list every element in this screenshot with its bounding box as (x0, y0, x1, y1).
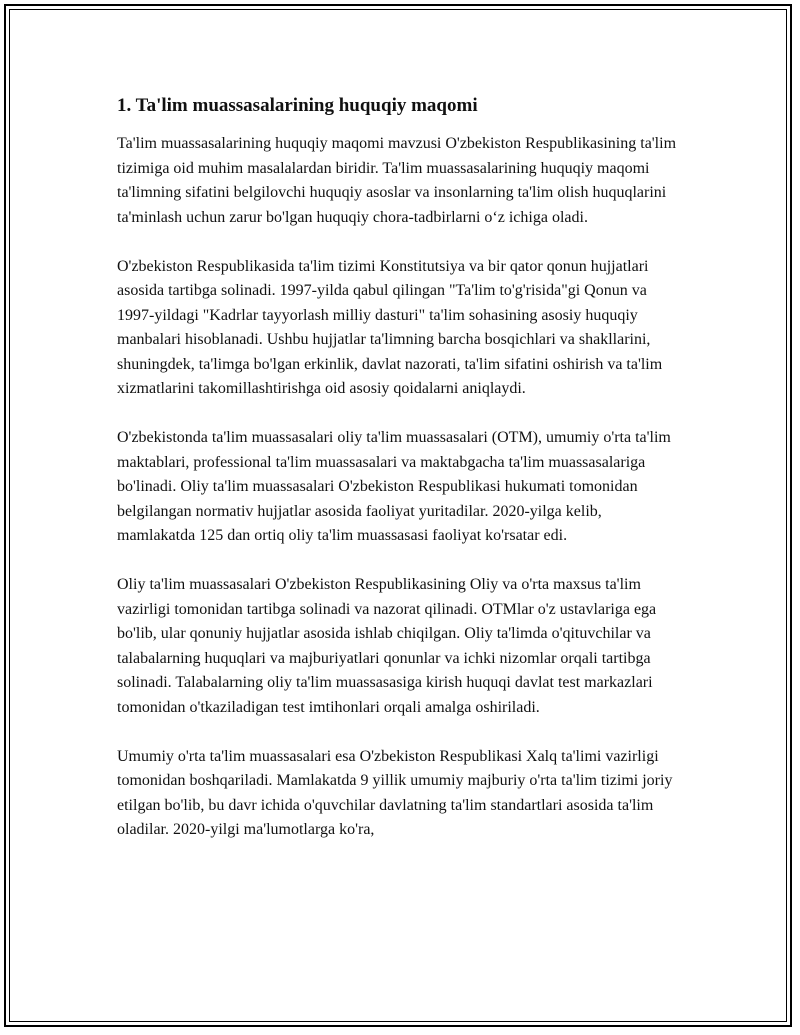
paragraph-2: O'zbekiston Respublikasida ta'lim tizimi Konstitutsiya va bir qator qonun hujjatlari asosida tartibga solinadi. 1997-yilda qabul qilingan "Ta'lim to'g'risida"gi Qonun va 1997-yildagi "Kadrlar tayyorlash milliy dasturi" ta'lim sohasining asosiy huquqiy manbalari hisoblanadi. Ushbu hujjatlar ta'limning barcha bosqichlari va shakllarini, shuningdek, ta'limga bo'lgan erkinlik, davlat nazorati, ta'lim sifatini oshirish va ta'lim xizmatlarini takomillashtirishga oid asosiy qoidalarni aniqlaydi. (117, 257, 663, 397)
paragraph-1: Ta'lim muassasalarining huquqiy maqomi mavzusi O'zbekiston Respublikasining ta'lim tizimiga oid muhim masalalardan biridir. Ta'lim muassasalarining huquqiy maqomi ta'limning sifatini belgilovchi huquqiy asoslar va insonlarning ta'lim olish huquqlarini ta'minlash uchun zarur bo'lgan huquqiy chora-tadbirlarni o‘z ichiga oladi. (117, 135, 677, 226)
section-heading: 1. Ta'lim muassasalarining huquqiy maqomi (117, 95, 478, 116)
paragraph-5: Umumiy o'rta ta'lim muassasalari esa O'zbekiston Respublikasi Xalq ta'limi vazirligi tomonidan boshqariladi. Mamlakatda 9 yillik umumiy majburiy o'rta ta'lim tizimi joriy etilgan bo'lib, bu davr ichida o'quvchilar davlatning ta'lim standartlari asosida ta'lim oladilar. 2020-yilgi ma'lumotlarga ko'ra, (117, 747, 673, 838)
document-body (117, 94, 677, 867)
paragraph-4: Oliy ta'lim muassasalari O'zbekiston Respublikasining Oliy va o'rta maxsus ta'lim vazirligi tomonidan tartibga solinadi va nazorat qilinadi. OTMlar o'z ustavlariga ega bo'lib, ular qonuniy hujjatlar asosida ishlab chiqilgan. Oliy ta'limda o'qituvchilar va talabalarning huquqlari va majburiyatlari qonunlar va ichki nizomlar orqali tartibga solinadi. Talabalarning oliy ta'lim muassasasiga kirish huquqi davlat test markazlari tomonidan o'tkaziladigan test imtihonlari orqali amalga oshiriladi. (117, 576, 657, 716)
paragraph-3: O'zbekistonda ta'lim muassasalari oliy ta'lim muassasalari (OTM), umumiy o'rta ta'lim maktablari, professional ta'lim muassasalari va maktabgacha ta'lim muassasalariga bo'linadi. Oliy ta'lim muassasalari O'zbekiston Respublikasi hukumati tomonidan belgilangan normativ hujjatlar asosida faoliyat yuritadilar. 2020-yilga kelib, mamlakatda 125 dan ortiq oliy ta'lim muassasasi faoliyat ko'rsatar edi. (117, 429, 671, 544)
